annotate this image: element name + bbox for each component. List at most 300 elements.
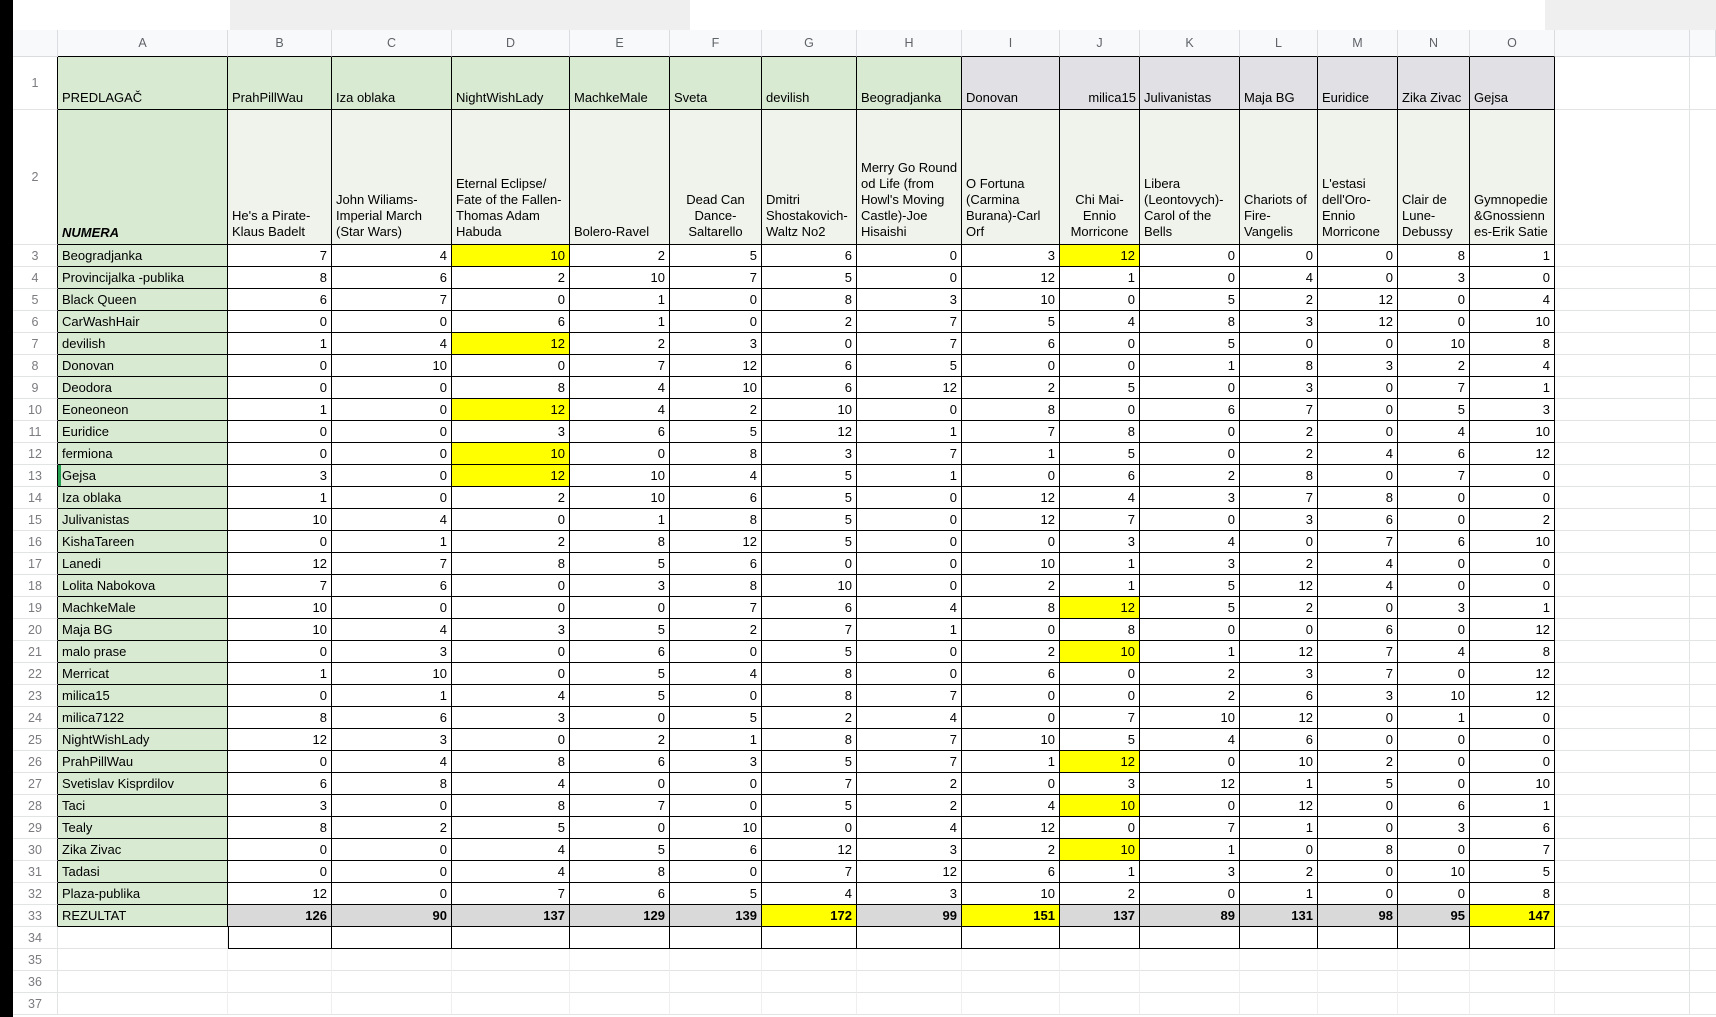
cell-filler[interactable] (1690, 663, 1716, 685)
cell-filler[interactable] (1555, 267, 1690, 289)
cell-G17[interactable]: 0 (762, 553, 857, 575)
cell-K6[interactable]: 8 (1140, 311, 1240, 333)
cell-I34[interactable] (962, 927, 1060, 949)
cell-I29[interactable]: 12 (962, 817, 1060, 839)
result-cell-D[interactable]: 137 (452, 905, 570, 927)
cell-N25[interactable]: 0 (1398, 729, 1470, 751)
cell-C36[interactable] (332, 971, 452, 993)
song-cell-G[interactable]: Dmitri Shostakovich-Waltz No2 (762, 110, 857, 245)
cell-B26[interactable]: 0 (228, 751, 332, 773)
cell-N36[interactable] (1398, 971, 1470, 993)
cell-filler[interactable] (1690, 509, 1716, 531)
cell-C13[interactable]: 0 (332, 465, 452, 487)
cell-B10[interactable]: 1 (228, 399, 332, 421)
cell-F15[interactable]: 8 (670, 509, 762, 531)
cell-O18[interactable]: 0 (1470, 575, 1555, 597)
voter-cell-A32[interactable]: Plaza-publika (58, 883, 228, 905)
cell-J18[interactable]: 1 (1060, 575, 1140, 597)
voter-cell-A18[interactable]: Lolita Nabokova (58, 575, 228, 597)
cell-G6[interactable]: 2 (762, 311, 857, 333)
row-number-4[interactable]: 4 (13, 267, 58, 289)
cell-I31[interactable]: 6 (962, 861, 1060, 883)
cell-I8[interactable]: 0 (962, 355, 1060, 377)
cell-D10[interactable]: 12 (452, 399, 570, 421)
cell-M36[interactable] (1318, 971, 1398, 993)
cell-E16[interactable]: 8 (570, 531, 670, 553)
cell-G22[interactable]: 8 (762, 663, 857, 685)
cell-N28[interactable]: 6 (1398, 795, 1470, 817)
cell-filler[interactable] (1690, 399, 1716, 421)
row-number-14[interactable]: 14 (13, 487, 58, 509)
cell-G7[interactable]: 0 (762, 333, 857, 355)
cell-C10[interactable]: 0 (332, 399, 452, 421)
cell-F26[interactable]: 3 (670, 751, 762, 773)
cell-D25[interactable]: 0 (452, 729, 570, 751)
cell-I26[interactable]: 1 (962, 751, 1060, 773)
row-number-7[interactable]: 7 (13, 333, 58, 355)
row-number-19[interactable]: 19 (13, 597, 58, 619)
cell-M16[interactable]: 7 (1318, 531, 1398, 553)
voter-cell-A12[interactable]: fermiona (58, 443, 228, 465)
row-number-20[interactable]: 20 (13, 619, 58, 641)
cell-J27[interactable]: 3 (1060, 773, 1140, 795)
cell-E31[interactable]: 8 (570, 861, 670, 883)
cell-K5[interactable]: 5 (1140, 289, 1240, 311)
cell-B35[interactable] (228, 949, 332, 971)
cell-H26[interactable]: 7 (857, 751, 962, 773)
cell-K21[interactable]: 1 (1140, 641, 1240, 663)
cell-H3[interactable]: 0 (857, 245, 962, 267)
cell-O4[interactable]: 0 (1470, 267, 1555, 289)
cell-I4[interactable]: 12 (962, 267, 1060, 289)
cell-E21[interactable]: 6 (570, 641, 670, 663)
cell-O21[interactable]: 8 (1470, 641, 1555, 663)
row-number-15[interactable]: 15 (13, 509, 58, 531)
cell-O6[interactable]: 10 (1470, 311, 1555, 333)
cell-C19[interactable]: 0 (332, 597, 452, 619)
cell-I7[interactable]: 6 (962, 333, 1060, 355)
cell-M19[interactable]: 0 (1318, 597, 1398, 619)
song-cell-F[interactable]: Dead Can Dance-Saltarello (670, 110, 762, 245)
voter-cell-A22[interactable]: Merricat (58, 663, 228, 685)
column-header-I[interactable]: I (962, 30, 1060, 57)
cell-L34[interactable] (1240, 927, 1318, 949)
cell-K8[interactable]: 1 (1140, 355, 1240, 377)
cell-F32[interactable]: 5 (670, 883, 762, 905)
cell-O17[interactable]: 0 (1470, 553, 1555, 575)
cell-D29[interactable]: 5 (452, 817, 570, 839)
cell-H9[interactable]: 12 (857, 377, 962, 399)
cell-D15[interactable]: 0 (452, 509, 570, 531)
cell-filler[interactable] (1690, 487, 1716, 509)
cell-L19[interactable]: 2 (1240, 597, 1318, 619)
cell-G20[interactable]: 7 (762, 619, 857, 641)
cell-I3[interactable]: 3 (962, 245, 1060, 267)
cell-M8[interactable]: 3 (1318, 355, 1398, 377)
column-header-N[interactable]: N (1398, 30, 1470, 57)
cell-filler[interactable] (1690, 905, 1716, 927)
cell-H36[interactable] (857, 971, 962, 993)
voter-cell-A9[interactable]: Deodora (58, 377, 228, 399)
cell-H18[interactable]: 0 (857, 575, 962, 597)
cell-O25[interactable]: 0 (1470, 729, 1555, 751)
row-number-27[interactable]: 27 (13, 773, 58, 795)
cell-O14[interactable]: 0 (1470, 487, 1555, 509)
cell-I6[interactable]: 5 (962, 311, 1060, 333)
cell-N7[interactable]: 10 (1398, 333, 1470, 355)
cell-D24[interactable]: 3 (452, 707, 570, 729)
cell-filler[interactable] (1555, 509, 1690, 531)
cell-O32[interactable]: 8 (1470, 883, 1555, 905)
cell-K34[interactable] (1140, 927, 1240, 949)
cell-G37[interactable] (762, 993, 857, 1015)
column-header-H[interactable]: H (857, 30, 962, 57)
cell-G25[interactable]: 8 (762, 729, 857, 751)
cell-J11[interactable]: 8 (1060, 421, 1140, 443)
cell-H20[interactable]: 1 (857, 619, 962, 641)
cell-G18[interactable]: 10 (762, 575, 857, 597)
cell-K24[interactable]: 10 (1140, 707, 1240, 729)
cell-M5[interactable]: 12 (1318, 289, 1398, 311)
cell-F8[interactable]: 12 (670, 355, 762, 377)
proposer-cell-I[interactable]: Donovan (962, 57, 1060, 110)
row-number-34[interactable]: 34 (13, 927, 58, 949)
cell-D19[interactable]: 0 (452, 597, 570, 619)
cell-filler[interactable] (1555, 949, 1690, 971)
row-number-22[interactable]: 22 (13, 663, 58, 685)
cell-D22[interactable]: 0 (452, 663, 570, 685)
cell-N9[interactable]: 7 (1398, 377, 1470, 399)
cell-filler[interactable] (1690, 795, 1716, 817)
cell-M6[interactable]: 12 (1318, 311, 1398, 333)
cell-H29[interactable]: 4 (857, 817, 962, 839)
cell-H28[interactable]: 2 (857, 795, 962, 817)
cell-D5[interactable]: 0 (452, 289, 570, 311)
cell-M7[interactable]: 0 (1318, 333, 1398, 355)
voter-cell-A21[interactable]: malo prase (58, 641, 228, 663)
cell-D26[interactable]: 8 (452, 751, 570, 773)
cell-H6[interactable]: 7 (857, 311, 962, 333)
cell-J36[interactable] (1060, 971, 1140, 993)
row-number-36[interactable]: 36 (13, 971, 58, 993)
cell-L4[interactable]: 4 (1240, 267, 1318, 289)
cell-E35[interactable] (570, 949, 670, 971)
cell-G9[interactable]: 6 (762, 377, 857, 399)
cell-H30[interactable]: 3 (857, 839, 962, 861)
cell-D37[interactable] (452, 993, 570, 1015)
cell-I25[interactable]: 10 (962, 729, 1060, 751)
cell-I20[interactable]: 0 (962, 619, 1060, 641)
cell-L8[interactable]: 8 (1240, 355, 1318, 377)
proposer-cell-O[interactable]: Gejsa (1470, 57, 1555, 110)
cell-O15[interactable]: 2 (1470, 509, 1555, 531)
cell-filler[interactable] (1555, 377, 1690, 399)
cell-C27[interactable]: 8 (332, 773, 452, 795)
column-header-L[interactable]: L (1240, 30, 1318, 57)
proposer-cell-H[interactable]: Beogradjanka (857, 57, 962, 110)
cell-K14[interactable]: 3 (1140, 487, 1240, 509)
cell-J34[interactable] (1060, 927, 1140, 949)
row-number-11[interactable]: 11 (13, 421, 58, 443)
cell-G29[interactable]: 0 (762, 817, 857, 839)
cell-filler[interactable] (1555, 619, 1690, 641)
cell-J8[interactable]: 0 (1060, 355, 1140, 377)
cell-N21[interactable]: 4 (1398, 641, 1470, 663)
cell-L26[interactable]: 10 (1240, 751, 1318, 773)
cell-A1[interactable]: PREDLAGAČ (58, 57, 228, 110)
row-number-26[interactable]: 26 (13, 751, 58, 773)
cell-H14[interactable]: 0 (857, 487, 962, 509)
cell-J13[interactable]: 6 (1060, 465, 1140, 487)
cell-filler[interactable] (1690, 311, 1716, 333)
row-number-13[interactable]: 13 (13, 465, 58, 487)
cell-H21[interactable]: 0 (857, 641, 962, 663)
cell-filler[interactable] (1555, 993, 1690, 1015)
cell-C24[interactable]: 6 (332, 707, 452, 729)
cell-M17[interactable]: 4 (1318, 553, 1398, 575)
cell-filler[interactable] (1690, 443, 1716, 465)
cell-D16[interactable]: 2 (452, 531, 570, 553)
cell-filler[interactable] (1555, 751, 1690, 773)
cell-M15[interactable]: 6 (1318, 509, 1398, 531)
cell-E9[interactable]: 4 (570, 377, 670, 399)
cell-E6[interactable]: 1 (570, 311, 670, 333)
cell-filler[interactable] (1690, 531, 1716, 553)
cell-H35[interactable] (857, 949, 962, 971)
cell-N29[interactable]: 3 (1398, 817, 1470, 839)
cell-O19[interactable]: 1 (1470, 597, 1555, 619)
voter-cell-A27[interactable]: Svetislav Kisprdilov (58, 773, 228, 795)
cell-D20[interactable]: 3 (452, 619, 570, 641)
cell-L37[interactable] (1240, 993, 1318, 1015)
voter-cell-A20[interactable]: Maja BG (58, 619, 228, 641)
cell-N32[interactable]: 0 (1398, 883, 1470, 905)
cell-A34[interactable] (58, 927, 228, 949)
cell-E13[interactable]: 10 (570, 465, 670, 487)
cell-K17[interactable]: 3 (1140, 553, 1240, 575)
cell-C29[interactable]: 2 (332, 817, 452, 839)
cell-C23[interactable]: 1 (332, 685, 452, 707)
cell-L9[interactable]: 3 (1240, 377, 1318, 399)
cell-C12[interactable]: 0 (332, 443, 452, 465)
cell-C37[interactable] (332, 993, 452, 1015)
cell-filler[interactable] (1690, 861, 1716, 883)
cell-B13[interactable]: 3 (228, 465, 332, 487)
cell-C28[interactable]: 0 (332, 795, 452, 817)
cell-K28[interactable]: 0 (1140, 795, 1240, 817)
voter-cell-A14[interactable]: Iza oblaka (58, 487, 228, 509)
cell-M23[interactable]: 3 (1318, 685, 1398, 707)
row-number-30[interactable]: 30 (13, 839, 58, 861)
cell-O26[interactable]: 0 (1470, 751, 1555, 773)
cell-H37[interactable] (857, 993, 962, 1015)
cell-H23[interactable]: 7 (857, 685, 962, 707)
cell-E37[interactable] (570, 993, 670, 1015)
cell-F6[interactable]: 0 (670, 311, 762, 333)
cell-L18[interactable]: 12 (1240, 575, 1318, 597)
cell-L31[interactable]: 2 (1240, 861, 1318, 883)
cell-I10[interactable]: 8 (962, 399, 1060, 421)
cell-D3[interactable]: 10 (452, 245, 570, 267)
cell-filler[interactable] (1690, 377, 1716, 399)
cell-M20[interactable]: 6 (1318, 619, 1398, 641)
cell-filler[interactable] (1555, 641, 1690, 663)
cell-A2[interactable]: NUMERA (58, 110, 228, 245)
cell-filler[interactable] (1555, 883, 1690, 905)
cell-B27[interactable]: 6 (228, 773, 332, 795)
cell-M30[interactable]: 8 (1318, 839, 1398, 861)
cell-M31[interactable]: 0 (1318, 861, 1398, 883)
cell-A36[interactable] (58, 971, 228, 993)
cell-E5[interactable]: 1 (570, 289, 670, 311)
cell-M14[interactable]: 8 (1318, 487, 1398, 509)
cell-D4[interactable]: 2 (452, 267, 570, 289)
cell-H15[interactable]: 0 (857, 509, 962, 531)
proposer-cell-C[interactable]: Iza oblaka (332, 57, 452, 110)
cell-C6[interactable]: 0 (332, 311, 452, 333)
cell-J31[interactable]: 1 (1060, 861, 1140, 883)
cell-J16[interactable]: 3 (1060, 531, 1140, 553)
cell-J32[interactable]: 2 (1060, 883, 1140, 905)
cell-I11[interactable]: 7 (962, 421, 1060, 443)
cell-K25[interactable]: 4 (1140, 729, 1240, 751)
cell-M29[interactable]: 0 (1318, 817, 1398, 839)
cell-filler[interactable] (1690, 245, 1716, 267)
cell-K22[interactable]: 2 (1140, 663, 1240, 685)
cell-filler[interactable] (1690, 773, 1716, 795)
cell-filler[interactable] (1690, 707, 1716, 729)
cell-A37[interactable] (58, 993, 228, 1015)
proposer-cell-E[interactable]: MachkeMale (570, 57, 670, 110)
cell-N19[interactable]: 3 (1398, 597, 1470, 619)
cell-K23[interactable]: 2 (1140, 685, 1240, 707)
cell-I17[interactable]: 10 (962, 553, 1060, 575)
cell-filler[interactable] (1690, 993, 1716, 1015)
cell-G3[interactable]: 6 (762, 245, 857, 267)
cell-E24[interactable]: 0 (570, 707, 670, 729)
cell-O20[interactable]: 12 (1470, 619, 1555, 641)
cell-F19[interactable]: 7 (670, 597, 762, 619)
cell-F13[interactable]: 4 (670, 465, 762, 487)
cell-N12[interactable]: 6 (1398, 443, 1470, 465)
cell-E15[interactable]: 1 (570, 509, 670, 531)
cell-I19[interactable]: 8 (962, 597, 1060, 619)
result-cell-F[interactable]: 139 (670, 905, 762, 927)
cell-D23[interactable]: 4 (452, 685, 570, 707)
cell-B7[interactable]: 1 (228, 333, 332, 355)
cell-F29[interactable]: 10 (670, 817, 762, 839)
cell-O24[interactable]: 0 (1470, 707, 1555, 729)
cell-L30[interactable]: 0 (1240, 839, 1318, 861)
cell-L23[interactable]: 6 (1240, 685, 1318, 707)
column-header-M[interactable]: M (1318, 30, 1398, 57)
result-cell-E[interactable]: 129 (570, 905, 670, 927)
row-number-10[interactable]: 10 (13, 399, 58, 421)
proposer-cell-J[interactable]: milica15 (1060, 57, 1140, 110)
cell-M3[interactable]: 0 (1318, 245, 1398, 267)
cell-M13[interactable]: 0 (1318, 465, 1398, 487)
cell-N15[interactable]: 0 (1398, 509, 1470, 531)
cell-D36[interactable] (452, 971, 570, 993)
cell-N31[interactable]: 10 (1398, 861, 1470, 883)
cell-filler[interactable] (1555, 355, 1690, 377)
cell-B30[interactable]: 0 (228, 839, 332, 861)
cell-L15[interactable]: 3 (1240, 509, 1318, 531)
cell-F28[interactable]: 0 (670, 795, 762, 817)
cell-L6[interactable]: 3 (1240, 311, 1318, 333)
row-number-23[interactable]: 23 (13, 685, 58, 707)
cell-C8[interactable]: 10 (332, 355, 452, 377)
voter-cell-A31[interactable]: Tadasi (58, 861, 228, 883)
cell-G13[interactable]: 5 (762, 465, 857, 487)
cell-K27[interactable]: 12 (1140, 773, 1240, 795)
cell-F5[interactable]: 0 (670, 289, 762, 311)
cell-F20[interactable]: 2 (670, 619, 762, 641)
result-cell-G[interactable]: 172 (762, 905, 857, 927)
cell-J9[interactable]: 5 (1060, 377, 1140, 399)
cell-I21[interactable]: 2 (962, 641, 1060, 663)
cell-filler[interactable] (1690, 289, 1716, 311)
cell-I14[interactable]: 12 (962, 487, 1060, 509)
column-header-K[interactable]: K (1140, 30, 1240, 57)
column-header-D[interactable]: D (452, 30, 570, 57)
row-number-35[interactable]: 35 (13, 949, 58, 971)
result-cell-I[interactable]: 151 (962, 905, 1060, 927)
cell-O22[interactable]: 12 (1470, 663, 1555, 685)
cell-B9[interactable]: 0 (228, 377, 332, 399)
cell-E17[interactable]: 5 (570, 553, 670, 575)
cell-C20[interactable]: 4 (332, 619, 452, 641)
song-cell-H[interactable]: Merry Go Round od Life (from Howl's Moving Castle)-Joe Hisaishi (857, 110, 962, 245)
cell-K10[interactable]: 6 (1140, 399, 1240, 421)
cell-G32[interactable]: 4 (762, 883, 857, 905)
cell-D34[interactable] (452, 927, 570, 949)
cell-E11[interactable]: 6 (570, 421, 670, 443)
cell-M11[interactable]: 0 (1318, 421, 1398, 443)
voter-cell-A23[interactable]: milica15 (58, 685, 228, 707)
cell-N26[interactable]: 0 (1398, 751, 1470, 773)
cell-filler[interactable] (1555, 773, 1690, 795)
cell-L28[interactable]: 12 (1240, 795, 1318, 817)
voter-cell-A15[interactable]: Julivanistas (58, 509, 228, 531)
cell-B20[interactable]: 10 (228, 619, 332, 641)
cell-F4[interactable]: 7 (670, 267, 762, 289)
cell-C34[interactable] (332, 927, 452, 949)
cell-C15[interactable]: 4 (332, 509, 452, 531)
cell-L21[interactable]: 12 (1240, 641, 1318, 663)
cell-B8[interactable]: 0 (228, 355, 332, 377)
cell-H11[interactable]: 1 (857, 421, 962, 443)
cell-F36[interactable] (670, 971, 762, 993)
cell-M26[interactable]: 2 (1318, 751, 1398, 773)
cell-F31[interactable]: 0 (670, 861, 762, 883)
cell-B14[interactable]: 1 (228, 487, 332, 509)
cell-F7[interactable]: 3 (670, 333, 762, 355)
cell-L13[interactable]: 8 (1240, 465, 1318, 487)
cell-K12[interactable]: 0 (1140, 443, 1240, 465)
cell-C9[interactable]: 0 (332, 377, 452, 399)
song-cell-O[interactable]: Gymnopedie&Gnossiennes-Erik Satie (1470, 110, 1555, 245)
cell-E8[interactable]: 7 (570, 355, 670, 377)
row-number-9[interactable]: 9 (13, 377, 58, 399)
cell-F16[interactable]: 12 (670, 531, 762, 553)
cell-F12[interactable]: 8 (670, 443, 762, 465)
cell-K35[interactable] (1140, 949, 1240, 971)
cell-E32[interactable]: 6 (570, 883, 670, 905)
cell-D9[interactable]: 8 (452, 377, 570, 399)
cell-N37[interactable] (1398, 993, 1470, 1015)
cell-L29[interactable]: 1 (1240, 817, 1318, 839)
